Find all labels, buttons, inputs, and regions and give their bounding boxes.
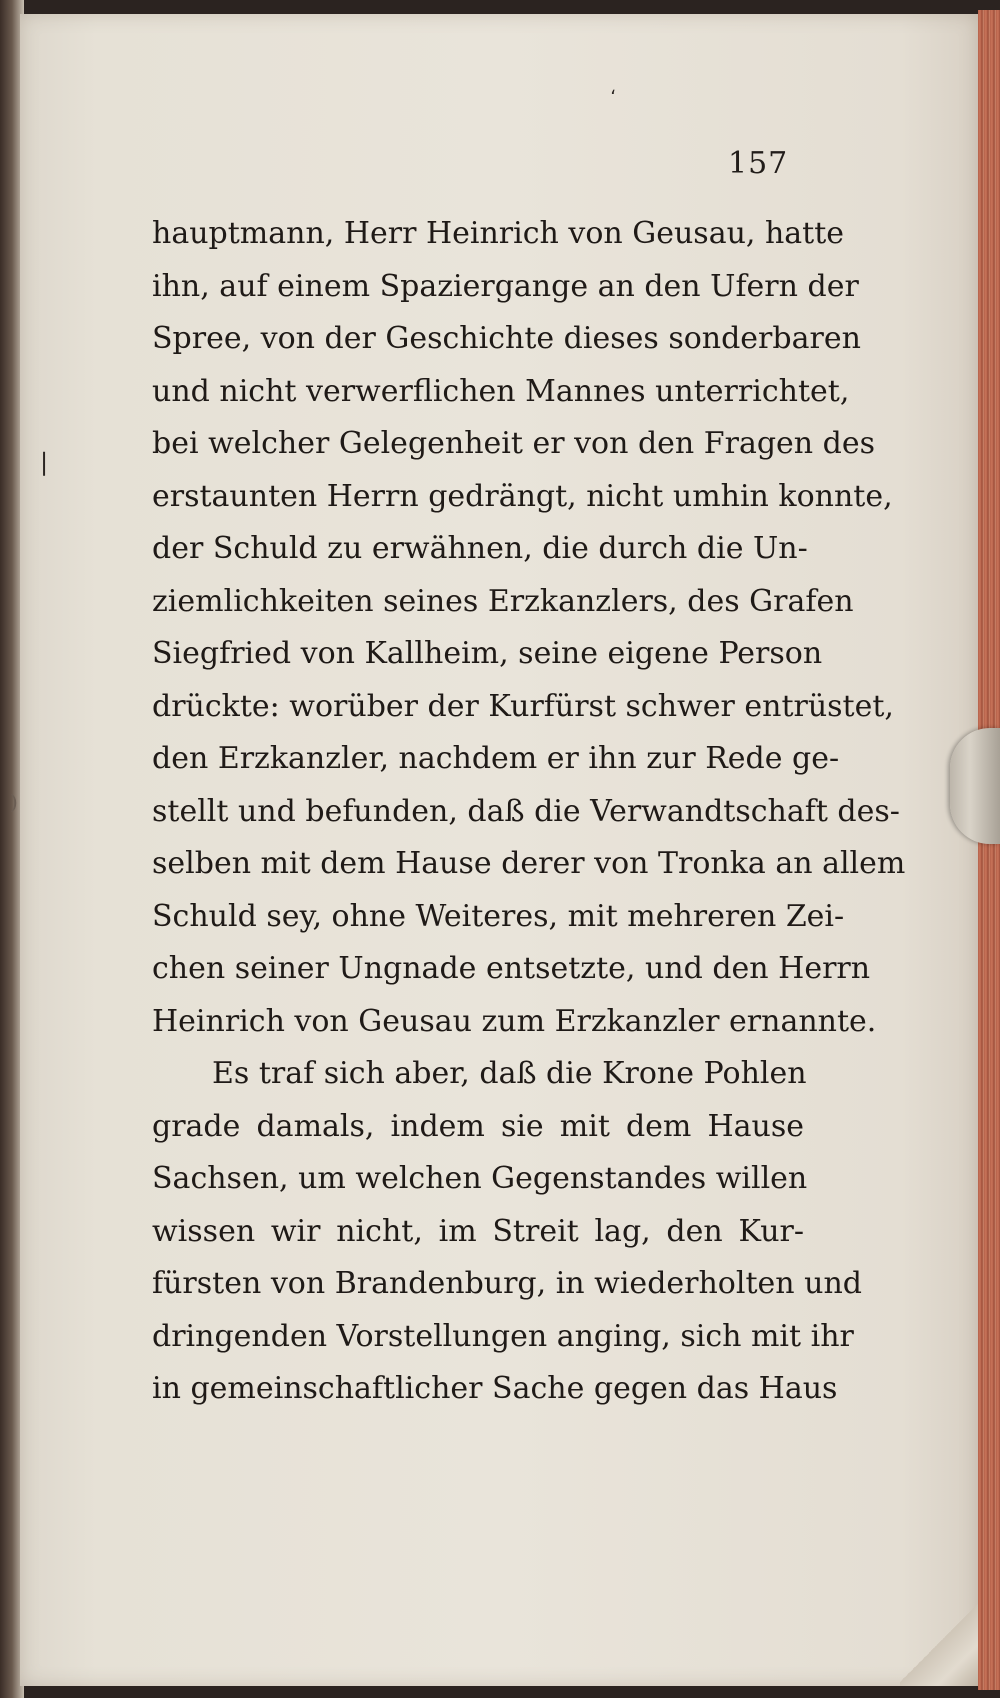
page-number: 157	[728, 146, 789, 181]
text-line: Siegfried von Kallheim, seine eigene Person	[152, 636, 823, 671]
text-line: erstaunten Herrn gedrängt, nicht umhin konnte,	[152, 478, 893, 514]
text-line: ihn, auf einem Spaziergange an den Ufern der	[152, 268, 859, 304]
body-text	[152, 208, 906, 1416]
text-line: und nicht verwerflichen Mannes unterrichtet,	[152, 373, 850, 409]
text-line: Schuld sey, ohne Weiteres, mit mehreren Zei-	[152, 898, 845, 934]
text-line: hauptmann, Herr Heinrich von Geusau, hatte	[152, 216, 845, 251]
text-line: chen seiner Ungnade entsetzte, und den Herrn	[152, 951, 871, 986]
margin-mark-2: )	[10, 790, 18, 814]
ink-speck: ،	[610, 78, 616, 99]
text-line: stellt und befunden, daß die Verwandtschaft des-	[152, 793, 900, 829]
text-line: ziemlichkeiten seines Erzkanzlers, des Grafen	[152, 583, 854, 619]
text-line: wissen wir nicht, im Streit lag, den Kur-	[152, 1213, 804, 1249]
text-line: in gemeinschaftlicher Sache gegen das Haus	[152, 1371, 838, 1406]
text-line: Spree, von der Geschichte dieses sonderbaren	[152, 321, 861, 356]
text-line-paragraph-start: Es traf sich aber, daß die Krone Pohlen	[212, 1056, 807, 1091]
text-line: drückte: worüber der Kurfürst schwer entrüstet,	[152, 688, 894, 724]
text-line: fürsten von Brandenburg, in wiederholten und	[152, 1266, 862, 1301]
page-corner-fold	[900, 1600, 978, 1686]
text-line: den Erzkanzler, nachdem er ihn zur Rede ge-	[152, 741, 840, 776]
text-line: Heinrich von Geusau zum Erzkanzler ernannte.	[152, 1003, 877, 1039]
text-line: selben mit dem Hause derer von Tronka an allem	[152, 846, 906, 881]
page-stack-edge	[978, 10, 1000, 1690]
text-line: grade damals, indem sie mit dem Hause	[152, 1108, 804, 1144]
page-clip	[950, 728, 1000, 844]
text-line: Sachsen, um welchen Gegenstandes willen	[152, 1161, 808, 1196]
text-line: bei welcher Gelegenheit er von den Fragen des	[152, 426, 876, 461]
text-line: der Schuld zu erwähnen, die durch die Un-	[152, 531, 808, 566]
margin-mark: ❘	[34, 448, 55, 476]
text-line: dringenden Vorstellungen anging, sich mit ihr	[152, 1318, 854, 1354]
